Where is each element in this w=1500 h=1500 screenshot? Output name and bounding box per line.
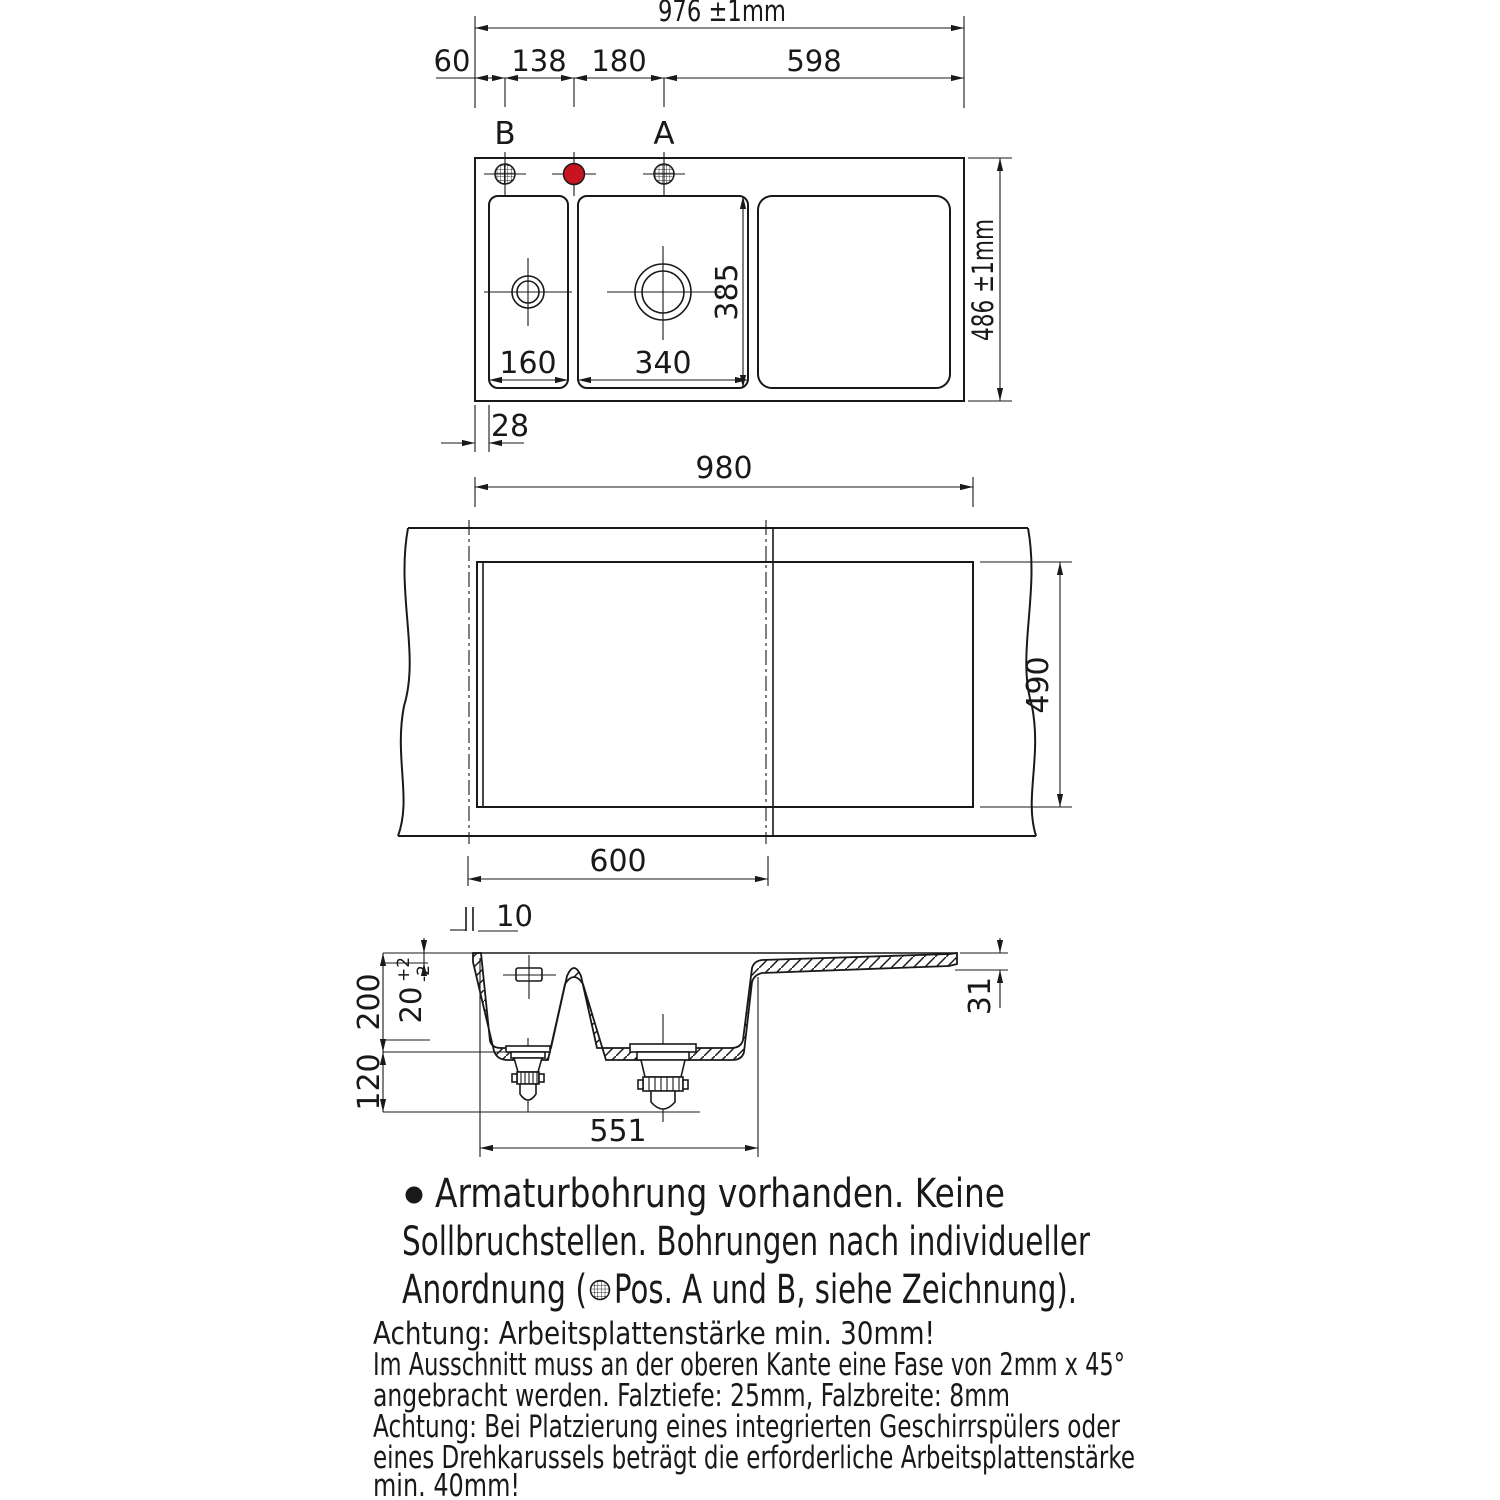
tap-hole-drilled-red-icon [564, 164, 585, 185]
tap-hole-b-icon [495, 164, 515, 184]
dim-rebate-label: 10 [496, 899, 533, 933]
tap-hole-a-icon [654, 164, 674, 184]
main-drain-body [641, 1060, 685, 1077]
main-drain-flange [630, 1044, 696, 1052]
dim-overall-width-label: 976 ±1mm [658, 0, 786, 28]
dim-rim-tol-plus-label: +2 [394, 956, 414, 982]
top-view [434, 0, 1012, 452]
small-drain-body [514, 1058, 542, 1072]
cutout-view [398, 451, 1072, 933]
dim-bowl-depth-label: 200 [352, 973, 387, 1031]
dim-rim-height-group [394, 957, 434, 1024]
note-primary-line3-pre: Anordnung ( [402, 1267, 587, 1313]
pos-a-label: A [653, 116, 675, 152]
dim-left-section-label: 600 [589, 844, 647, 879]
dim-bowl-span-label: 551 [589, 1114, 647, 1149]
countertop-break-left [398, 528, 410, 836]
small-drain-tail [520, 1084, 536, 1100]
dim-seg-598-label: 598 [786, 44, 842, 78]
note-primary-line1: Armaturbohrung vorhanden. Keine [435, 1171, 1005, 1217]
bullet-icon [406, 1187, 423, 1204]
note-secondary-line5: eines Drehkarussels beträgt die erforderliche Arbeitsplattenstärke [373, 1440, 1135, 1476]
dim-main-bowl-label: 340 [634, 346, 692, 381]
cutout-rect [477, 562, 973, 807]
dim-overall-depth-label: 486 ±1mm [966, 177, 1000, 341]
note-secondary-line1: Achtung: Arbeitsplattenstärke min. 30mm! [373, 1316, 935, 1352]
small-drain-thread [517, 1072, 539, 1084]
notes-primary [402, 1171, 1090, 1313]
note-secondary-line4: Achtung: Bei Platzierung eines integrierten Geschirrspülers oder [373, 1409, 1121, 1445]
dim-small-bowl-label: 160 [499, 346, 557, 381]
sink-section-body [473, 953, 957, 1060]
dim-cutout-width-label: 980 [695, 451, 753, 486]
hatched-hole-icon [591, 1281, 610, 1300]
main-drain-collar [637, 1052, 689, 1060]
dim-seg-180-label: 180 [591, 44, 647, 78]
note-secondary-line3: angebracht werden. Falztiefe: 25mm, Falzbreite: 8mm [373, 1378, 1010, 1414]
small-drain-collar [511, 1052, 545, 1058]
dim-cutout-depth-label: 490 [1021, 656, 1056, 714]
note-secondary-line2: Im Ausschnitt muss an der oberen Kante eine Fase von 2mm x 45° [373, 1347, 1125, 1383]
dim-edge-offset-label: 28 [490, 409, 530, 444]
small-drain-flange [506, 1046, 550, 1052]
section-view [352, 938, 1008, 1157]
dim-under-bowl-label: 120 [352, 1053, 387, 1111]
notes-secondary [373, 1316, 1135, 1500]
note-primary-line2: Sollbruchstellen. Bohrungen nach individueller [402, 1219, 1091, 1265]
dim-board-edge-label: 31 [963, 976, 998, 1016]
note-primary-line3-post: Pos. A und B, siehe Zeichnung). [614, 1267, 1077, 1313]
pos-b-label: B [494, 116, 516, 152]
dim-rim-tol-minus-label: -2 [414, 965, 434, 982]
dim-rim-height-label: 20 [394, 986, 428, 1024]
note-secondary-line6: min. 40mm! [373, 1468, 520, 1500]
main-drain-tail [651, 1091, 675, 1109]
drainboard [758, 196, 950, 388]
dim-main-bowl-depth-label: 385 [710, 263, 745, 321]
dim-seg-60-label: 60 [433, 44, 471, 78]
dim-seg-138-label: 138 [511, 44, 567, 78]
